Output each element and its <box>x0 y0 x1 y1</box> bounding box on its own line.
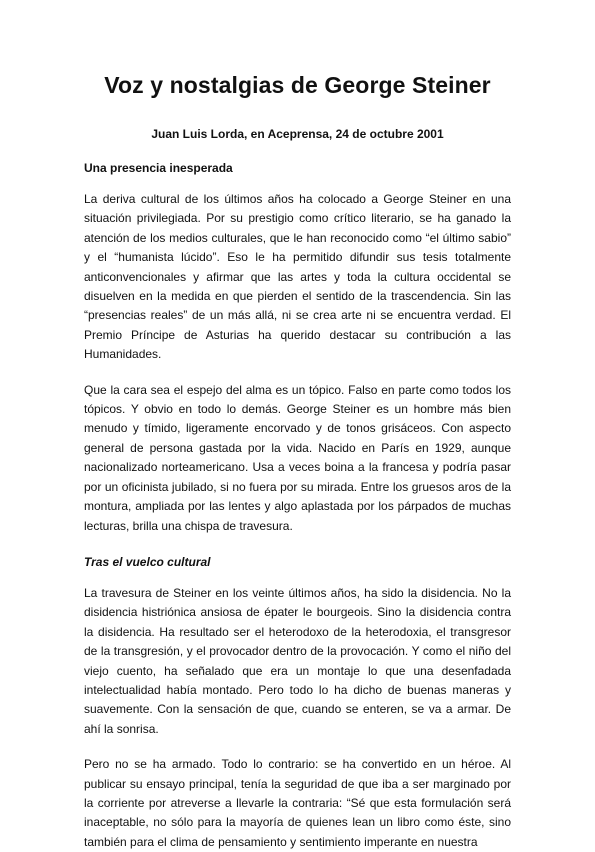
section-heading-tras-el-vuelco: Tras el vuelco cultural <box>84 554 211 569</box>
paragraph: Pero no se ha armado. Todo lo contrario: se ha convertido en un héroe. Al publicar su ensayo principal, tenía la seguridad de que iba a ser marginado por la corriente por atreverse a llevarle la contraria: “Sé que esta formulación será inaceptable, no sólo para la mayoría de quienes lean un libro como éste, sino también para el clima de pensamiento y sentimiento imperante en nuestra <box>84 757 511 849</box>
section-heading-una-presencia: Una presencia inesperada <box>84 161 233 175</box>
paragraph: Que la cara sea el espejo del alma es un tópico. Falso en parte como todos los tópicos. Y obvio en todo lo demás. George Steiner es un hombre más bien menudo y tímido, ligeramente encorvado y de tonos grisáceos. Con aspecto general de persona gastada por la vida. Nacido en París en 1929, aunque nacionalizado norteamericano. Usa a veces boina a la francesa y podría pasar por un oficinista jubilado, si no fuera por su mirada. Entre los gruesos aros de la montura, ampliada por las lentes y algo aplastada por los párpados de muchas lecturas, brilla una chispa de travesura. <box>84 382 511 533</box>
paragraph: La deriva cultural de los últimos años ha colocado a George Steiner en una situación privilegiada. Por su prestigio como crítico literario, se ha ganado la atención de los medios culturales, que le han reconocido como “el último sabio” y el “humanista lúcido”. Eso le ha permitido difundir sus tesis totalmente anticonvencionales y afirmar que las artes y toda la cultura occidental se disuelven en la medida en que pierden el sentido de la trascendencia. Sin las “presencias reales” de un más allá, ni se crea arte ni se encuentra verdad. El Premio Príncipe de Asturias ha querido destacar su contribución a las Humanidades. <box>84 192 511 362</box>
document-title: Voz y nostalgias de George Steiner <box>104 72 491 98</box>
byline: Juan Luis Lorda, en Aceprensa, 24 de octubre 2001 <box>151 127 444 141</box>
paragraph: La travesura de Steiner en los veinte últimos años, ha sido la disidencia. No la disidencia histriónica ansiosa de épater le bourgeois. Sino la disidencia contra la disidencia. Ha resultado ser el heterodoxo de la heterodoxia, el transgresor de la transgresión, y el provocador dentro de la provocación. Y como el niño del viejo cuento, ha señalado que era un montaje lo que una desenfadada intelectualidad había montado. Pero todo lo ha dicho de buenas maneras y suavemente. Con la sensación de que, cuando se enteren, se va a armar. De ahí la sonrisa. <box>84 585 511 736</box>
